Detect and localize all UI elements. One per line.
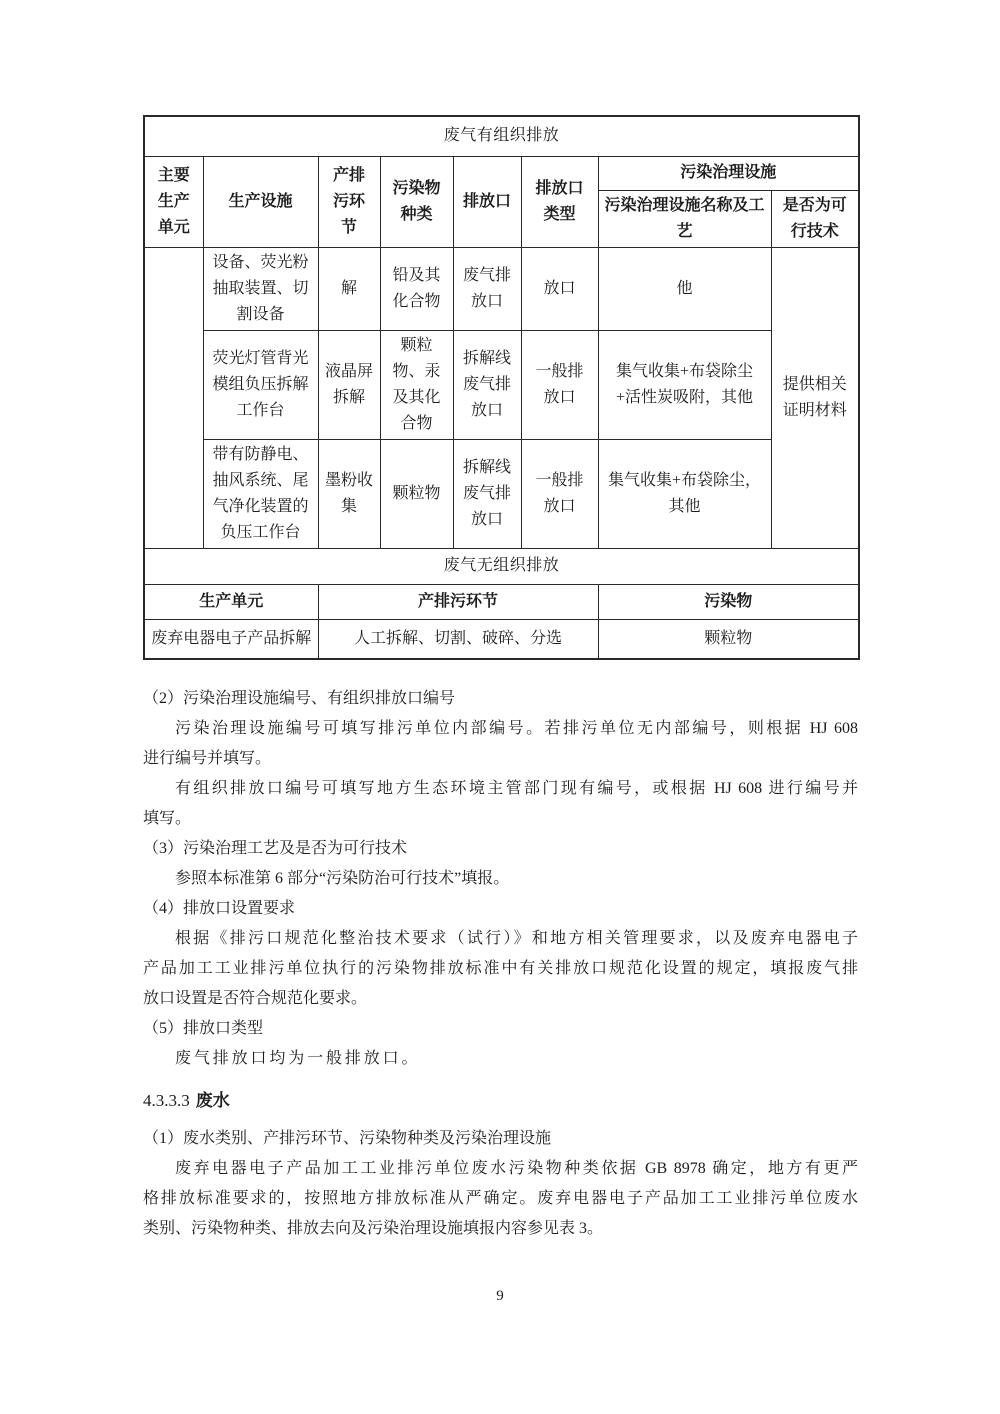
- table-row: [144, 548, 859, 584]
- table-row: [144, 584, 859, 619]
- paragraph-line: 放口设置是否符合规范化要求。: [143, 990, 368, 1007]
- paragraph-line: 污染治理设施编号可填写排污单位内部编号。若排污单位无内部编号，则根据 HJ 608: [175, 720, 858, 737]
- cell-outlet: 拆解线废气排放口: [453, 439, 521, 548]
- cell-outlet: 废气排放口: [453, 247, 521, 330]
- cell-outlet-type: 放口: [521, 247, 598, 330]
- table-row: [144, 116, 859, 156]
- header-outlet-type: 排放口类型: [521, 156, 598, 247]
- cell-treatment: 他: [598, 247, 771, 330]
- header-production-unit: 生产单元: [144, 584, 318, 619]
- header-treatment-group: 污染治理设施: [598, 156, 859, 190]
- cell-pollutant: 颗粒物、汞及其化合物: [380, 330, 453, 439]
- header-facility: 生产设施: [203, 156, 318, 247]
- header-pollutant-unorg: 污染物: [598, 584, 859, 619]
- list-item: （1）废水类别、产排污环节、污染物种类及污染治理设施: [143, 1130, 552, 1147]
- section-number: 4.3.3.3: [143, 1091, 190, 1110]
- cell-outlet-type: 一般排放口: [521, 439, 598, 548]
- cell-process: 墨粉收集: [318, 439, 380, 548]
- paragraph-line: 根据《排污口规范化整治技术要求（试行）》和地方相关管理要求，以及废弃电器电子: [175, 930, 858, 947]
- cell-treatment: 集气收集+布袋除尘，其他: [598, 439, 771, 548]
- header-outlet: 排放口: [453, 156, 521, 247]
- cell-production-unit: 废弃电器电子产品拆解: [144, 619, 318, 659]
- unorganized-emissions-title: 废气无组织排放: [144, 548, 859, 584]
- cell-feasible-note: 提供相关证明材料: [771, 247, 859, 548]
- paragraph-line: 产品加工工业排污单位执行的污染物排放标准中有关排放口规范化设置的规定，填报废气排: [143, 960, 858, 977]
- table-row: [144, 439, 859, 548]
- cell-facility: 荧光灯管背光模组负压拆解工作台: [203, 330, 318, 439]
- organized-emissions-title: 废气有组织排放: [144, 116, 859, 156]
- cell-pollutant-unorg: 颗粒物: [598, 619, 859, 659]
- cell-facility: 设备、荧光粉抽取装置、切割设备: [203, 247, 318, 330]
- header-main-unit: 主要生产单元: [144, 156, 203, 247]
- cell-pollutant: 颗粒物: [380, 439, 453, 548]
- cell-treatment: 集气收集+布袋除尘+活性炭吸附，其他: [598, 330, 771, 439]
- paragraph-line: 进行编号并填写。: [143, 750, 272, 767]
- header-process: 产排污环节: [318, 156, 380, 247]
- cell-pollutant: 铅及其化合物: [380, 247, 453, 330]
- header-pollutant-type: 污染物种类: [380, 156, 453, 247]
- header-treatment-name: 污染治理设施名称及工艺: [598, 190, 771, 247]
- cell-process: 液晶屏拆解: [318, 330, 380, 439]
- table-row: [144, 619, 859, 659]
- page-number: 9: [496, 1288, 504, 1304]
- section-title: 废水: [195, 1091, 230, 1110]
- paragraph-line: 填写。: [143, 810, 192, 827]
- table-row: [144, 330, 859, 439]
- table-row: [144, 247, 859, 330]
- header-feasible-tech: 是否为可行技术: [771, 190, 859, 247]
- paragraph-line: 参照本标准第 6 部分“污染防治可行技术”填报。: [175, 870, 510, 887]
- table-row: [144, 156, 859, 190]
- waste-gas-emissions-table: [143, 115, 860, 660]
- header-process-unorg: 产排污环节: [318, 584, 598, 619]
- cell-outlet-type: 一般排放口: [521, 330, 598, 439]
- paragraph-line: 废弃电器电子产品加工工业排污单位废水污染物种类依据 GB 8978 确定，地方有更严: [175, 1160, 858, 1177]
- paragraph-line: 有组织排放口编号可填写地方生态环境主管部门现有编号，或根据 HJ 608 进行编号并: [175, 780, 858, 797]
- paragraph-line: 废气排放口均为一般排放口。: [175, 1050, 421, 1067]
- cell-main-unit-empty: [144, 247, 203, 548]
- section-heading: [143, 1086, 858, 1116]
- cell-facility: 带有防静电、抽风系统、尾气净化装置的负压工作台: [203, 439, 318, 548]
- list-item: （2）污染治理设施编号、有组织排放口编号: [143, 690, 456, 707]
- cell-process: 解: [318, 247, 380, 330]
- cell-process-unorg: 人工拆解、切割、破碎、分选: [318, 619, 598, 659]
- list-item: （4）排放口设置要求: [143, 900, 296, 917]
- paragraph-line: 类别、污染物种类、排放去向及污染治理设施填报内容参见表 3。: [143, 1220, 604, 1237]
- body-text: [143, 684, 858, 1244]
- cell-outlet: 拆解线废气排放口: [453, 330, 521, 439]
- list-item: （3）污染治理工艺及是否为可行技术: [143, 840, 408, 857]
- list-item: （5）排放口类型: [143, 1020, 264, 1037]
- paragraph-line: 格排放标准要求的，按照地方排放标准从严确定。废弃电器电子产品加工工业排污单位废水: [143, 1190, 858, 1207]
